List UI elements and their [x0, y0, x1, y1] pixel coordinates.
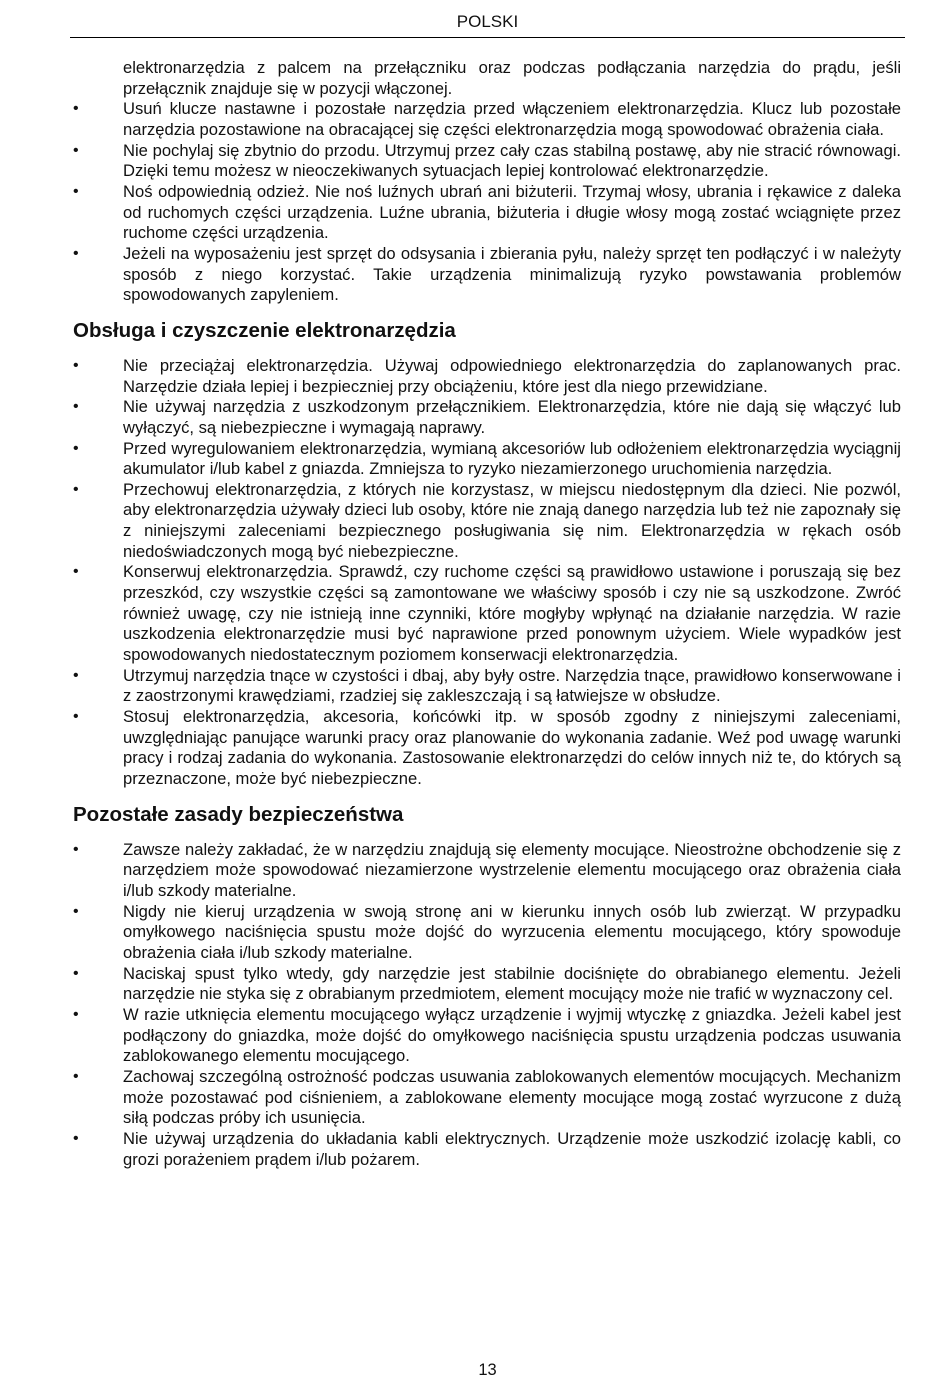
bullet-icon: •: [73, 1067, 79, 1085]
header-rule: [70, 37, 905, 38]
page-content: [73, 58, 901, 1170]
list-item: [73, 480, 901, 563]
bullet-icon: •: [73, 100, 79, 118]
list-item-text: W razie utknięcia elementu mocującego wyłącz urządzenie i wyjmij wtyczkę z gniazdka. Jeżeli kabel jest podłączony do gniazdka, może dojść do omyłkowego naciśnięcia spustu urządzenia podczas usuwania zablokowanego elementu mocującego.: [123, 1004, 901, 1066]
bullet-icon: •: [73, 964, 79, 982]
list-item-text: Przed wyregulowaniem elektronarzędzia, wymianą akcesoriów lub odłożeniem elektronarzędzia wyciągnij akumulator i/lub kabel z gniazda. Zmniejsza to ryzyko niezamierzonego uruchomienia narzędzia.: [123, 438, 901, 479]
list-item: [73, 141, 901, 182]
bullet-icon: •: [73, 141, 79, 159]
list-item-text: Nie używaj urządzenia do układania kabli elektrycznych. Urządzenie może uszkodzić izolację kabli, co grozi porażeniem prądem i/lub pożarem.: [123, 1128, 901, 1169]
list-item-text: Nie przeciążaj elektronarzędzia. Używaj odpowiedniego elektronarzędzia do zaplanowanych prac. Narzędzie działa lepiej i bezpieczniej przy obciążeniu, które jest dla niego przewidziane.: [123, 355, 901, 396]
list-item: [73, 439, 901, 480]
list-item-text: Zawsze należy zakładać, że w narzędziu znajdują się elementy mocujące. Nieostrożne obchodzenie się z narzędziem może spowodować niezamierzone wystrzelenie elementu mocującego oraz obrażenia ciała i/lub szkody materialne.: [123, 839, 901, 900]
section: [73, 802, 901, 1171]
section-heading: Pozostałe zasady bezpieczeństwa: [73, 802, 404, 826]
list-item: [73, 1067, 901, 1129]
list-item: [73, 397, 901, 438]
list-item-text: Nigdy nie kieruj urządzenia w swoją stronę ani w kierunku innych osób lub zwierząt. W przypadku omyłkowego naciśnięcia spustu może dojść do wyrzucenia elementu mocującego, który spowoduje obrażenia ciała i/lub szkody materialne.: [123, 901, 901, 962]
section-heading: Obsługa i czyszczenie elektronarzędzia: [73, 318, 456, 342]
list-item: [73, 356, 901, 397]
list-item-text: Jeżeli na wyposażeniu jest sprzęt do odsysania i zbierania pyłu, należy sprzęt ten podłączyć i w należyty sposób z niego korzystać. Takie urządzenia minimalizują ryzyko powstawania problemów spowodowanych zapyleniem.: [123, 243, 901, 305]
bullet-icon: •: [73, 398, 79, 416]
list-item-text: Noś odpowiednią odzież. Nie noś luźnych ubrań ani biżuterii. Trzymaj włosy, ubrania i rękawice z daleka od ruchomych części urządzenia. Luźne ubrania, biżuteria i długie włosy mogą zostać wciągnięte przez ruchome części urządzenia.: [123, 181, 901, 243]
bullet-icon: •: [73, 356, 79, 374]
bullet-icon: •: [73, 902, 79, 920]
list-item: [73, 964, 901, 1005]
list-item: [73, 562, 901, 665]
list-item: [73, 99, 901, 140]
list-item-text: Utrzymuj narzędzia tnące w czystości i dbaj, aby były ostre. Narzędzia tnące, prawidłowo konserwowane i z zaostrzonymi krawędziami, rzadziej się zakleszczają i są łatwiejsze w obsłudze.: [123, 665, 901, 706]
list-item: [73, 840, 901, 902]
list-item: [73, 182, 901, 244]
sections: [73, 318, 901, 1170]
bullet-icon: •: [73, 480, 79, 498]
intro-list: [73, 99, 901, 306]
list-item: [73, 1005, 901, 1067]
page-header: POLSKI: [456, 12, 519, 31]
bullet-icon: •: [73, 1005, 79, 1023]
bullet-icon: •: [73, 182, 79, 200]
list-item-text: Zachowaj szczególną ostrożność podczas usuwania zablokowanych elementów mocujących. Mechanizm może pozostawać pod ciśnieniem, a zablokowane elementy mocujące mogą zostać wyrzucone z dużą siłą podczas próby ich usunięcia.: [123, 1066, 901, 1128]
list-item-text: Przechowuj elektronarzędzia, z których nie korzystasz, w miejscu niedostępnym dla dzieci. Nie pozwól, aby elektronarzędzia używały dzieci lub osoby, które nie znają danego narzędzia lub też nie zapoznały się z niniejszymi zaleceniami bezpiecznego posługiwania się nim. Elektronarzędzia w rękach osób niedoświadczonych mogą być niebezpieczne.: [123, 479, 901, 561]
list-item-text: Nie pochylaj się zbytnio do przodu. Utrzymuj przez cały czas stabilną postawę, aby nie stracić równowagi. Dzięki temu możesz w nieoczekiwanych sytuacjach lepiej kontrolować elektronarzędzie.: [123, 140, 901, 181]
list-item: [73, 902, 901, 964]
bullet-icon: •: [73, 1129, 79, 1147]
list-item: [73, 666, 901, 707]
list-item: [73, 244, 901, 306]
bullet-icon: •: [73, 244, 79, 262]
paragraph-text: elektronarzędzia z palcem na przełączniku oraz podczas podłączania narzędzia do prądu, jeśli przełącznik znajduje się w pozycji włączonej.: [123, 58, 901, 98]
bullet-icon: •: [73, 439, 79, 457]
bullet-icon: •: [73, 666, 79, 684]
list-item: [73, 1129, 901, 1170]
list-item: [73, 707, 901, 790]
page-number: 13: [478, 1361, 497, 1379]
list-item-text: Konserwuj elektronarzędzia. Sprawdź, czy ruchome części są prawidłowo ustawione i poruszają się bez przeszkód, czy wszystkie części są zamontowane we właściwy sposób i czy nie są uszkodzone. Zwróć również uwagę, czy nie istnieją inne czynniki, które mogłyby wpłynąć na działanie narzędzia. W razie uszkodzenia elektronarzędzie musi być naprawione przed ponownym użyciem. Wiele wypadków jest spowodowanych niedostatecznym poziomem konserwacji elektronarzędzia.: [123, 562, 901, 665]
continuation-paragraph: [73, 58, 901, 99]
list-item-text: Naciskaj spust tylko wtedy, gdy narzędzie jest stabilnie dociśnięte do obrabianego elementu. Jeżeli narzędzie nie styka się z obrabianym przedmiotem, element mocujący może nie trafić w wyznaczony cel.: [123, 963, 901, 1004]
bullet-icon: •: [73, 840, 79, 858]
list-item-text: Usuń klucze nastawne i pozostałe narzędzia przed włączeniem elektronarzędzia. Klucz lub pozostałe narzędzia pozostawione na obracającej się części elektronarzędzia mogą spowodować obrażenia ciała.: [123, 99, 901, 139]
bullet-icon: •: [73, 708, 79, 726]
section: [73, 318, 901, 790]
list-item-text: Stosuj elektronarzędzia, akcesoria, końcówki itp. w sposób zgodny z niniejszymi zaleceniami, uwzględniając panujące warunki pracy oraz planowanie do wykonania zadanie. Weź pod uwagę warunki pracy i rodzaj zadania do wykonania. Zastosowanie elektronarzędzi do celów innych niż te, do których są przeznaczone, może być niebezpieczne.: [123, 707, 901, 788]
bullet-icon: •: [73, 563, 79, 581]
list-item-text: Nie używaj narzędzia z uszkodzonym przełącznikiem. Elektronarzędzia, które nie dają się włączyć lub wyłączyć, są niebezpieczne i wymagają naprawy.: [123, 397, 901, 437]
